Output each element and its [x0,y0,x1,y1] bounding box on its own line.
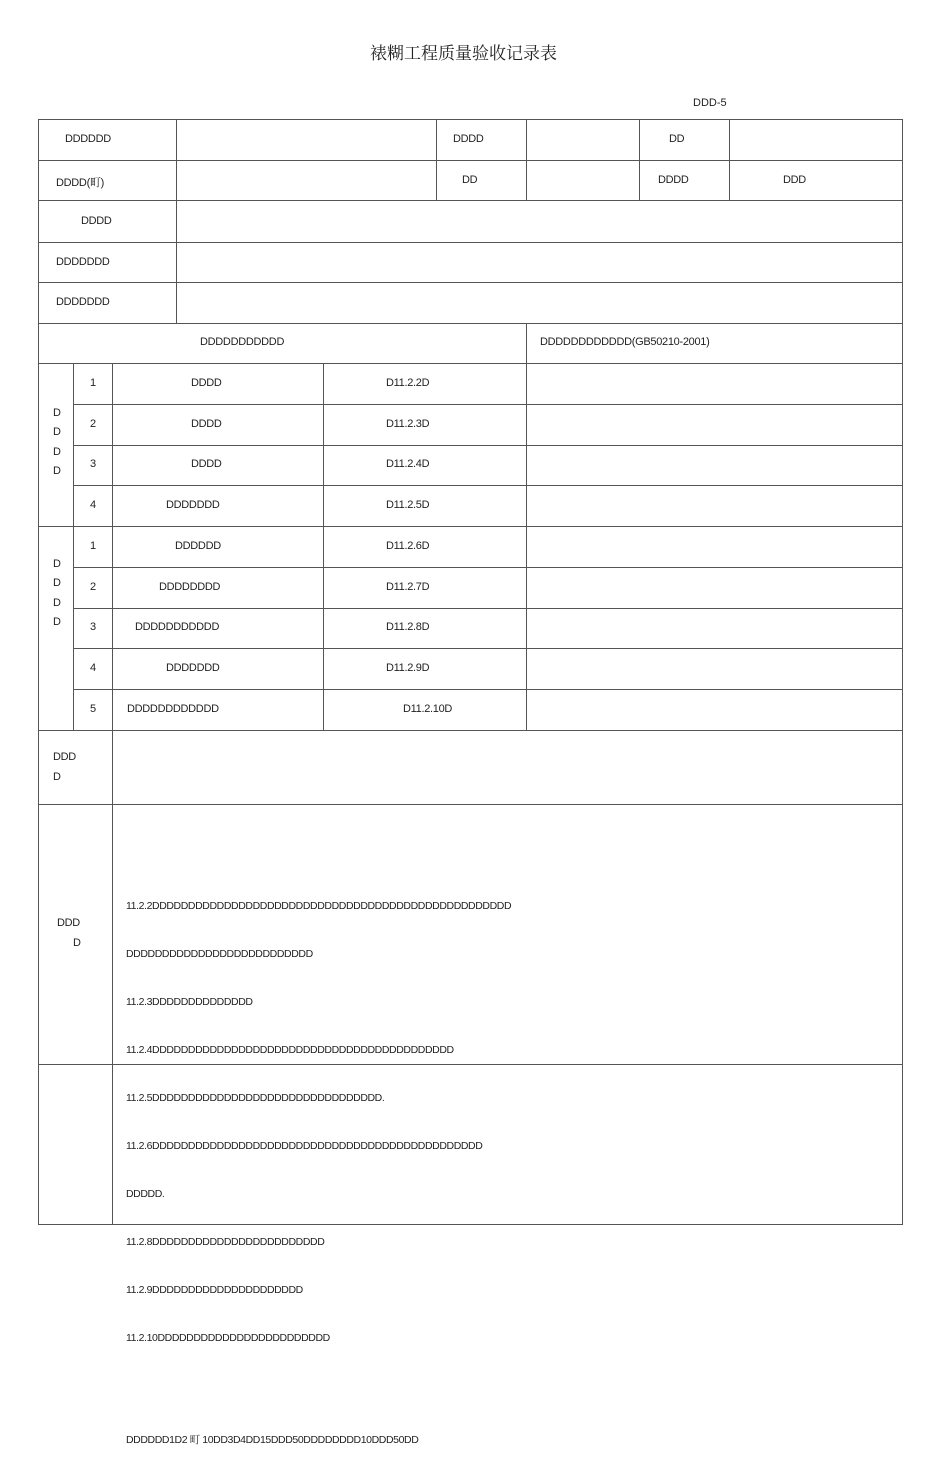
inspection-record-header: DDDDDDDDDDDD(GB50210-2001) [540,336,710,348]
tech-lead-value: DDD [783,174,806,186]
subproject-label: DDDD [453,133,484,145]
section-b-label-line2: D [73,937,81,949]
main-row-no: 3 [90,458,96,470]
section-a-label-line2: D [53,771,61,783]
general-row-name: DDDDDDDDDDD [135,621,220,633]
inspection-notes [126,866,511,1464]
section-a-label-line1: DDD [53,751,76,763]
general-row-ref: D11.2.9D [386,662,430,674]
subcontractor-label: DDDD [81,215,112,227]
general-row-ref: D11.2.10D [403,703,453,715]
main-row-ref: D11.2.2D [386,377,430,389]
general-row-name: DDDDDD [175,540,221,552]
general-row-no: 2 [90,581,96,593]
general-row-name: DDDDDDD [166,662,220,674]
general-row-no: 3 [90,621,96,633]
main-row-name: DDDD [191,377,222,389]
contractor-label: DDDD(町) [56,177,105,189]
main-items-label-4: D [53,465,61,477]
note-line: DDDDDDDDDDDDDDDDDDDDDDDDDD [126,948,313,960]
general-items-label-3: D [53,597,61,609]
main-row-ref: D11.2.3D [386,418,430,430]
form-code: DDD-5 [693,97,727,109]
tech-lead-label: DDDD [658,174,689,186]
main-items-label-2: D [53,426,61,438]
main-row-ref: D11.2.5D [386,499,430,511]
main-row-no: 1 [90,377,96,389]
part-label: DD [669,133,685,145]
note-line [126,1378,511,1394]
general-row-ref: D11.2.6D [386,540,430,552]
main-row-ref: D11.2.4D [386,458,430,470]
general-row-ref: D11.2.7D [386,581,430,593]
main-items-label-1: D [53,407,61,419]
main-items-label-3: D [53,446,61,458]
general-items-label-4: D [53,616,61,628]
note-line: 11.2.4DDDDDDDDDDDDDDDDDDDDDDDDDDDDDDDDDDDDDDDDDD [126,1044,454,1056]
note-line: DDDDD. [126,1188,165,1200]
main-row-no: 2 [90,418,96,430]
specification-header: DDDDDDDDDDD [200,336,285,348]
main-row-name: DDDDDDD [166,499,220,511]
note-line: DDDDDD1D2 町 10DD3D4DD15DDD50DDDDDDDD10DDD50DD [126,1434,419,1446]
main-row-name: DDDD [191,418,222,430]
standard-label: DDDDDDD [56,296,110,308]
note-line: 11.2.3DDDDDDDDDDDDDD [126,996,253,1008]
general-row-no: 1 [90,540,96,552]
note-line: 11.2.2DDDDDDDDDDDDDDDDDDDDDDDDDDDDDDDDDDDDDDDDDDDDDDDDDD [126,900,512,912]
general-row-name: DDDDDDDD [159,581,221,593]
general-row-no: 5 [90,703,96,715]
subcontract-manager-label: DDDDDDD [56,256,110,268]
general-row-no: 4 [90,662,96,674]
document-title: 裱糊工程质量验收记录表 [370,44,557,64]
note-line: 11.2.10DDDDDDDDDDDDDDDDDDDDDDDD [126,1332,330,1344]
main-row-no: 4 [90,499,96,511]
note-line: 11.2.6DDDDDDDDDDDDDDDDDDDDDDDDDDDDDDDDDDDDDDDDDDDDDD [126,1140,483,1152]
manager-label: DD [462,174,478,186]
section-b-label-line1: DDD [57,917,80,929]
note-line: 11.2.5DDDDDDDDDDDDDDDDDDDDDDDDDDDDDDDD. [126,1092,385,1104]
project-name-label: DDDDDD [65,133,111,145]
note-line: 11.2.9DDDDDDDDDDDDDDDDDDDDD [126,1284,303,1296]
general-items-label-1: D [53,558,61,570]
general-items-label-2: D [53,577,61,589]
main-row-name: DDDD [191,458,222,470]
general-row-name: DDDDDDDDDDDD [127,703,219,715]
note-line: 11.2.8DDDDDDDDDDDDDDDDDDDDDDDD [126,1236,325,1248]
general-row-ref: D11.2.8D [386,621,430,633]
